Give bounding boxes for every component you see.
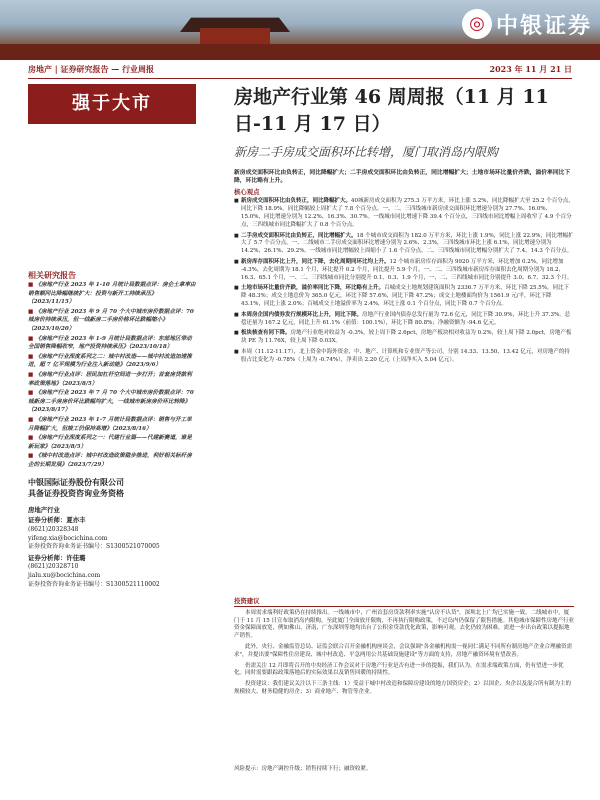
key-point [234,330,574,346]
key-points-title: 核心观点 [234,188,260,197]
analyst-name: 证券分析师：许佳璐 [28,553,86,562]
key-point-text: 房地产行业国内债券总发行量为 72.6 亿元，同比下降 30.9%，环比上升 37.3%。总偿还量为 167.2 亿元，同比上升 61.1%（前值：100.1%），环比下降 80.8%；净融资额为 -94.6 亿元。 [241,311,571,326]
report-subtitle: 新房二手房成交面积环比转增，厦门取消岛内限购 [234,145,499,159]
related-report-item: ■ 《房地产行业深度系列之一：代建行业篇——代建新赛道，谁是新玩家》（2023/8/5） [28,434,196,451]
company-info [28,477,196,499]
key-point [234,312,574,328]
report-category: 房地产 | 证券研究报告 — 行业周报 [28,64,155,74]
key-point-text: 房地产行业绝对收益为 -0.3%，较上周下降 2.6pct，房地产板块相对收益为 0.2%，较上周下降 2.0pct，房地产板块 PE 为 11.76X，较上周下降 0.03X。 [241,330,572,345]
report-title: 房地产行业第 46 周周报（11 月 11 日-11 月 17 日） [234,86,549,135]
analyst-phone: (8621)20328710 [28,563,79,571]
advice-paragraph: 仍需关注 12 月即将召开的中央经济工作会议对于房地产行业是否有进一步的提振，我们认为，在需求端政策方面，仍有望进一步优化。同时需要跟踪政策落地后的实际效果以及销售回暖的持续性。 [234,662,564,677]
related-report-item: ■ 《房地产行业 2023 年 7 月 70 个大中城市房价数据点评：70 城新房二手房房价环比跌幅均扩大，一线城市新房房价环比转降》（2023/8/17） [28,389,196,415]
key-points [234,198,574,364]
analyst-block [28,554,196,589]
related-report-item: ■ 《房地产行业 2023 年 1-7 月统计局数据点评：销售与开工单月降幅扩大，但竣工仍保持高增》（2023/8/16） [28,416,196,433]
key-point-lead: 板块核查有同下降。 [241,330,291,337]
header-banner [0,0,600,60]
related-title: 相关研究报告 [28,270,76,280]
key-point-text: 12 个城市新房库存面积为 9920 万平方米，环比增加 0.2%，同比增加 -4.3%，去化周期为 18.1 个月，环比提升 0.2 个月，同比提升 5.9 个月。一、二、三四线城市新房库存面积去化周期分别为 18.2、16.3、65.1 个月，一、二、三四线城市同比分别提升 0.1、0.3、1.9 个月，一、二、三四线城市同比分别提升 3.0、6.7、32.3 个月。 [241,258,573,281]
key-point-text: 本周（11.12-11.17），北上资金中海外资金，中、地产、计算机和专业资产等公司，分别 14.33、13.50、13.42 亿元，对房地产的持股占比变化为 -0.78%（上周为 -0.74%），净卖出 2.20 亿元（上周净买入 5.04 亿元）。 [241,348,570,363]
related-report-item: ■ 《房地产行业点评：居民加杠杆空间进一步打开；首套房贷款利率政策落地》（2023/8/5） [28,371,196,388]
key-point-lead: 二手房成交面积环比由负转正，同比增幅扩大。 [241,232,357,239]
key-point-text: 18 个城市成交面积为 182.0 万平方米，环比上涨 1.9%，同比上涨 22.9%，同比增幅扩大了 5.7 个百分点。一、二线城市二手房成交面积环比增速分别为 2.6%、2.3%，三四线城市环比上涨 6.1%，同比增速分别为 14.2%、26.1%、29.2%。一线城市同比增幅较上周缩小了 1.6 个百分点，二、三四线城市同比增幅分别扩大了 7.4、14.3 个百分点。 [241,232,574,255]
company-qualification: 具备证券投资咨询业务资格 [28,488,124,499]
key-point [234,285,574,308]
related-report-item: ■ 《城中村改造点评：城中村改造政策稳步推进，利好相关标杆房企的长期发展》（2023/7/29） [28,452,196,469]
key-point-text: 百城成交土地规划建筑面积为 2336.7 万平方米，环比下降 25.5%，同比下降 48.3%；成交土地总价为 365.0 亿元，环比下降 57.6%，同比下降 47.2%；成交土地楼面均价为 1561.9 元/平，环比下降 43.1%，同比上涨 2.0%；百城成交土地溢价率为 2.4%，环比上涨 0.1 个百分点，同比下降 0.7 个百分点。 [241,285,569,307]
main-content [234,84,574,368]
brand-name: 中银证券 [495,13,592,39]
related-report-item: ■ 《房地产行业深度系列之二：城中村改造——城中村改造加速推进，超 7 亿平规模为行业注入新动能》（2023/9/6） [28,353,196,370]
report-date: 2023 年 11 月 21 日 [489,64,572,74]
key-point [234,259,574,282]
key-point [234,198,574,229]
analyst-phone: (8621)20328348 [28,526,79,534]
key-point-text: 40城新房成交面积为 275.3 万平方米，环比上涨 3.2%，同比降幅扩大至 25.2 个百分点，同比下降 18.9%。同比降幅较上周扩大了 7.8 个百分点。一、二、三四线城市新房成交面积环比增速分别为 27.7%、16.0%、15.0%，同比增速分别为 12.2%、16.3%、30.7%。一线城市同比增速下降 39.4 个百分点，三四线市同比增幅上周收窄了 4.9 个百分点，三四线城市同比降幅扩大了 0.8 个百分点。 [241,198,574,228]
advice-paragraph: 此外，央行、金融监管总局、证监会联合召开金融机构座谈会，会议强调"各金融机构需一视同仁满足不同所有制房地产企业合理融资需求"，并提出要"保障性住房建设、城中村改造、平急两用公共基础设施建设"等方面的支持，房地产融资环境有望改善。 [234,643,573,658]
report-header [28,64,572,79]
key-point-lead: 土地市场环比量价齐跌，溢价率同比下降，环比略有上升。 [241,285,385,292]
key-point-lead: 新房成交面积环比由负转正，同比降幅扩大。 [241,198,352,205]
related-report-item: ■ 《房地产行业 2023 年 1-10 月统计局数据点评：房企土拿率由销售额同比降幅继续扩大：投资与新开工持续承压》（2023/11/15） [28,281,196,307]
brand-logo [462,6,592,42]
investment-advice [234,598,574,700]
brand-mark-icon: ◎ [462,9,492,39]
related-list [28,281,196,469]
related-report-item: ■ 《房地产行业 2023 年 9 月 70 个大中城市房价数据点评：70 城房价持续承压，但一线新房二手房价格环比跌幅缩小》（2023/10/20） [28,308,196,334]
related-report-item: ■ 《房地产行业 2023 年 1-9 月统计局数据点评：东部地区带动全国销售降幅收窄，地产投资持续承压》（2023/10/18） [28,335,196,352]
analyst-name: 证券分析师：夏亦丰 [28,516,86,525]
analyst-list [28,516,196,589]
key-point [234,233,574,256]
analyst-block [28,516,196,551]
advice-paragraph: 本周需求端利好政策仍在持续推出。一线城市中，广州首套房贷款利率实施"认房不认贷"，深圳北上广均已实施一致。二线城市中，厦门于 11 月 15 日宣布取消岛内限购，至此厦门全面放开限购，不再执行限购政策，不过岛内仍保留了限售措施。其他城市保障性房地产行业资金保障面放宽，例如佛山、济南、广东深圳等地均出台了公积金贷款优化政策，影响可观。去化仍较为困难，需进一步出台政策以提振地产销售。 [234,609,574,640]
advice-paragraph: 投资建议：我们建议关注以下三条主线：1）受益于城中村改造和保障房建设的地方国资房企；2）以国企、央企以及混合所有制为主的规模较大、财务稳健的房企；3）商业地产、物管等企业。 [234,681,572,695]
key-point [234,349,574,365]
analyst-cert: 证券投资咨询业务证书编号：S1300521070005 [28,543,160,551]
company-name: 中银国际证券股份有限公司 [28,477,124,488]
key-point-lead: 本周房企国内债券发行规模环比上升，同比下降。 [241,311,363,318]
analyst-email: jialu.xu@bocichina.com [28,572,101,580]
report-summary: 新房成交面积环比由负转正，同比降幅扩大；二手房成交面积环比由负转正，同比增幅扩大；土地市场环比量价齐跌，溢价率同比下降，环比略有上升。 [234,170,571,185]
analyst-email: yifeng.xia@bocichina.com [28,534,108,542]
analyst-cert: 证券投资咨询业务证书编号：S1300521110002 [28,580,160,588]
sidebar [28,84,196,589]
risk-warning: 风险提示：房地产调控升级；销售持续下行；融资收紧。 [234,766,372,772]
key-point-lead: 新房库存面积环比上升，同比下降，去化周期同环比均上升。 [241,258,390,265]
palace-wall [0,44,600,60]
sector-name: 房地产行业 [28,506,60,515]
rating-badge: 强于大市 [28,84,196,124]
advice-body [234,610,574,697]
advice-title: 投资建议 [234,598,574,607]
